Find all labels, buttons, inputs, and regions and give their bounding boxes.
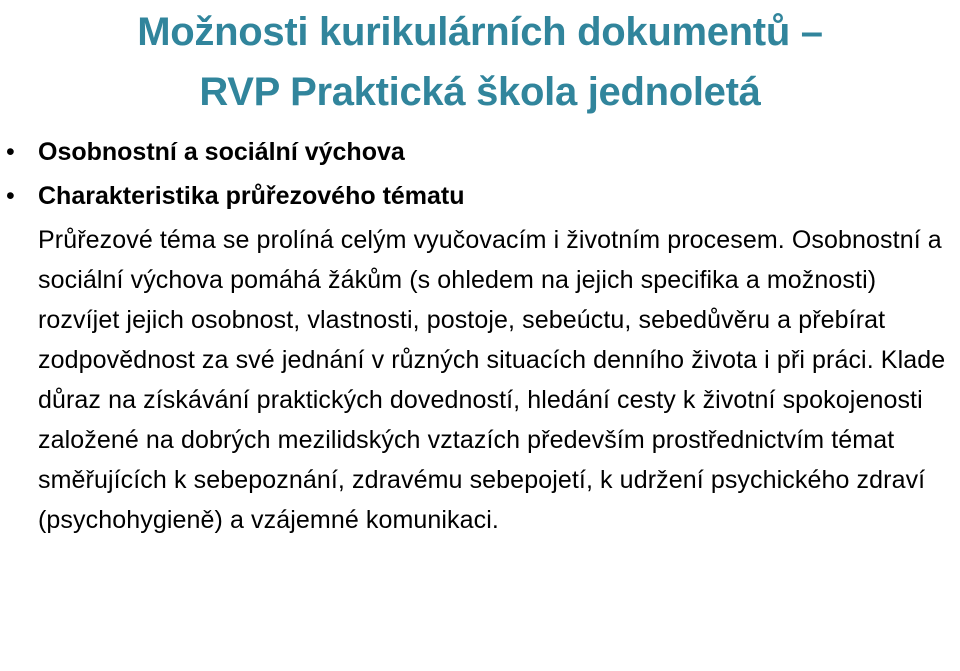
- bullet-dot-icon: •: [6, 182, 15, 210]
- bullet-item: [0, 174, 960, 218]
- bullet-item: [0, 130, 960, 174]
- bullet-dot-icon: •: [6, 138, 15, 166]
- title-line-2: RVP Praktická škola jednoletá: [199, 70, 761, 114]
- title-line-1: Možnosti kurikulárních dokumentů –: [137, 10, 823, 54]
- body-paragraph: Průřezové téma se prolíná celým vyučovacím i životním procesem. Osobnostní a sociální výchova pomáhá žákům (s ohledem na jejich specifika a možnosti) rozvíjet jejich osobnost, vlastnosti, postoje, sebeúctu, sebedůvěru a přebírat zodpovědnost za své jednání v různých situacích denního života i při práci. Klade důraz na získávání praktických dovedností, hledání cesty k životní spokojenosti založené na dobrých mezilidských vztazích především prostřednictvím témat směřujících k sebepoznání, zdravému sebepojetí, k udržení psychického zdraví (psychohygieně) a vzájemné komunikaci.: [38, 226, 946, 534]
- bullet-text: Osobnostní a sociální výchova: [38, 138, 405, 166]
- bullet-list: [0, 130, 960, 218]
- slide-title: [0, 0, 960, 122]
- bullet-text: Charakteristika průřezového tématu: [38, 182, 465, 210]
